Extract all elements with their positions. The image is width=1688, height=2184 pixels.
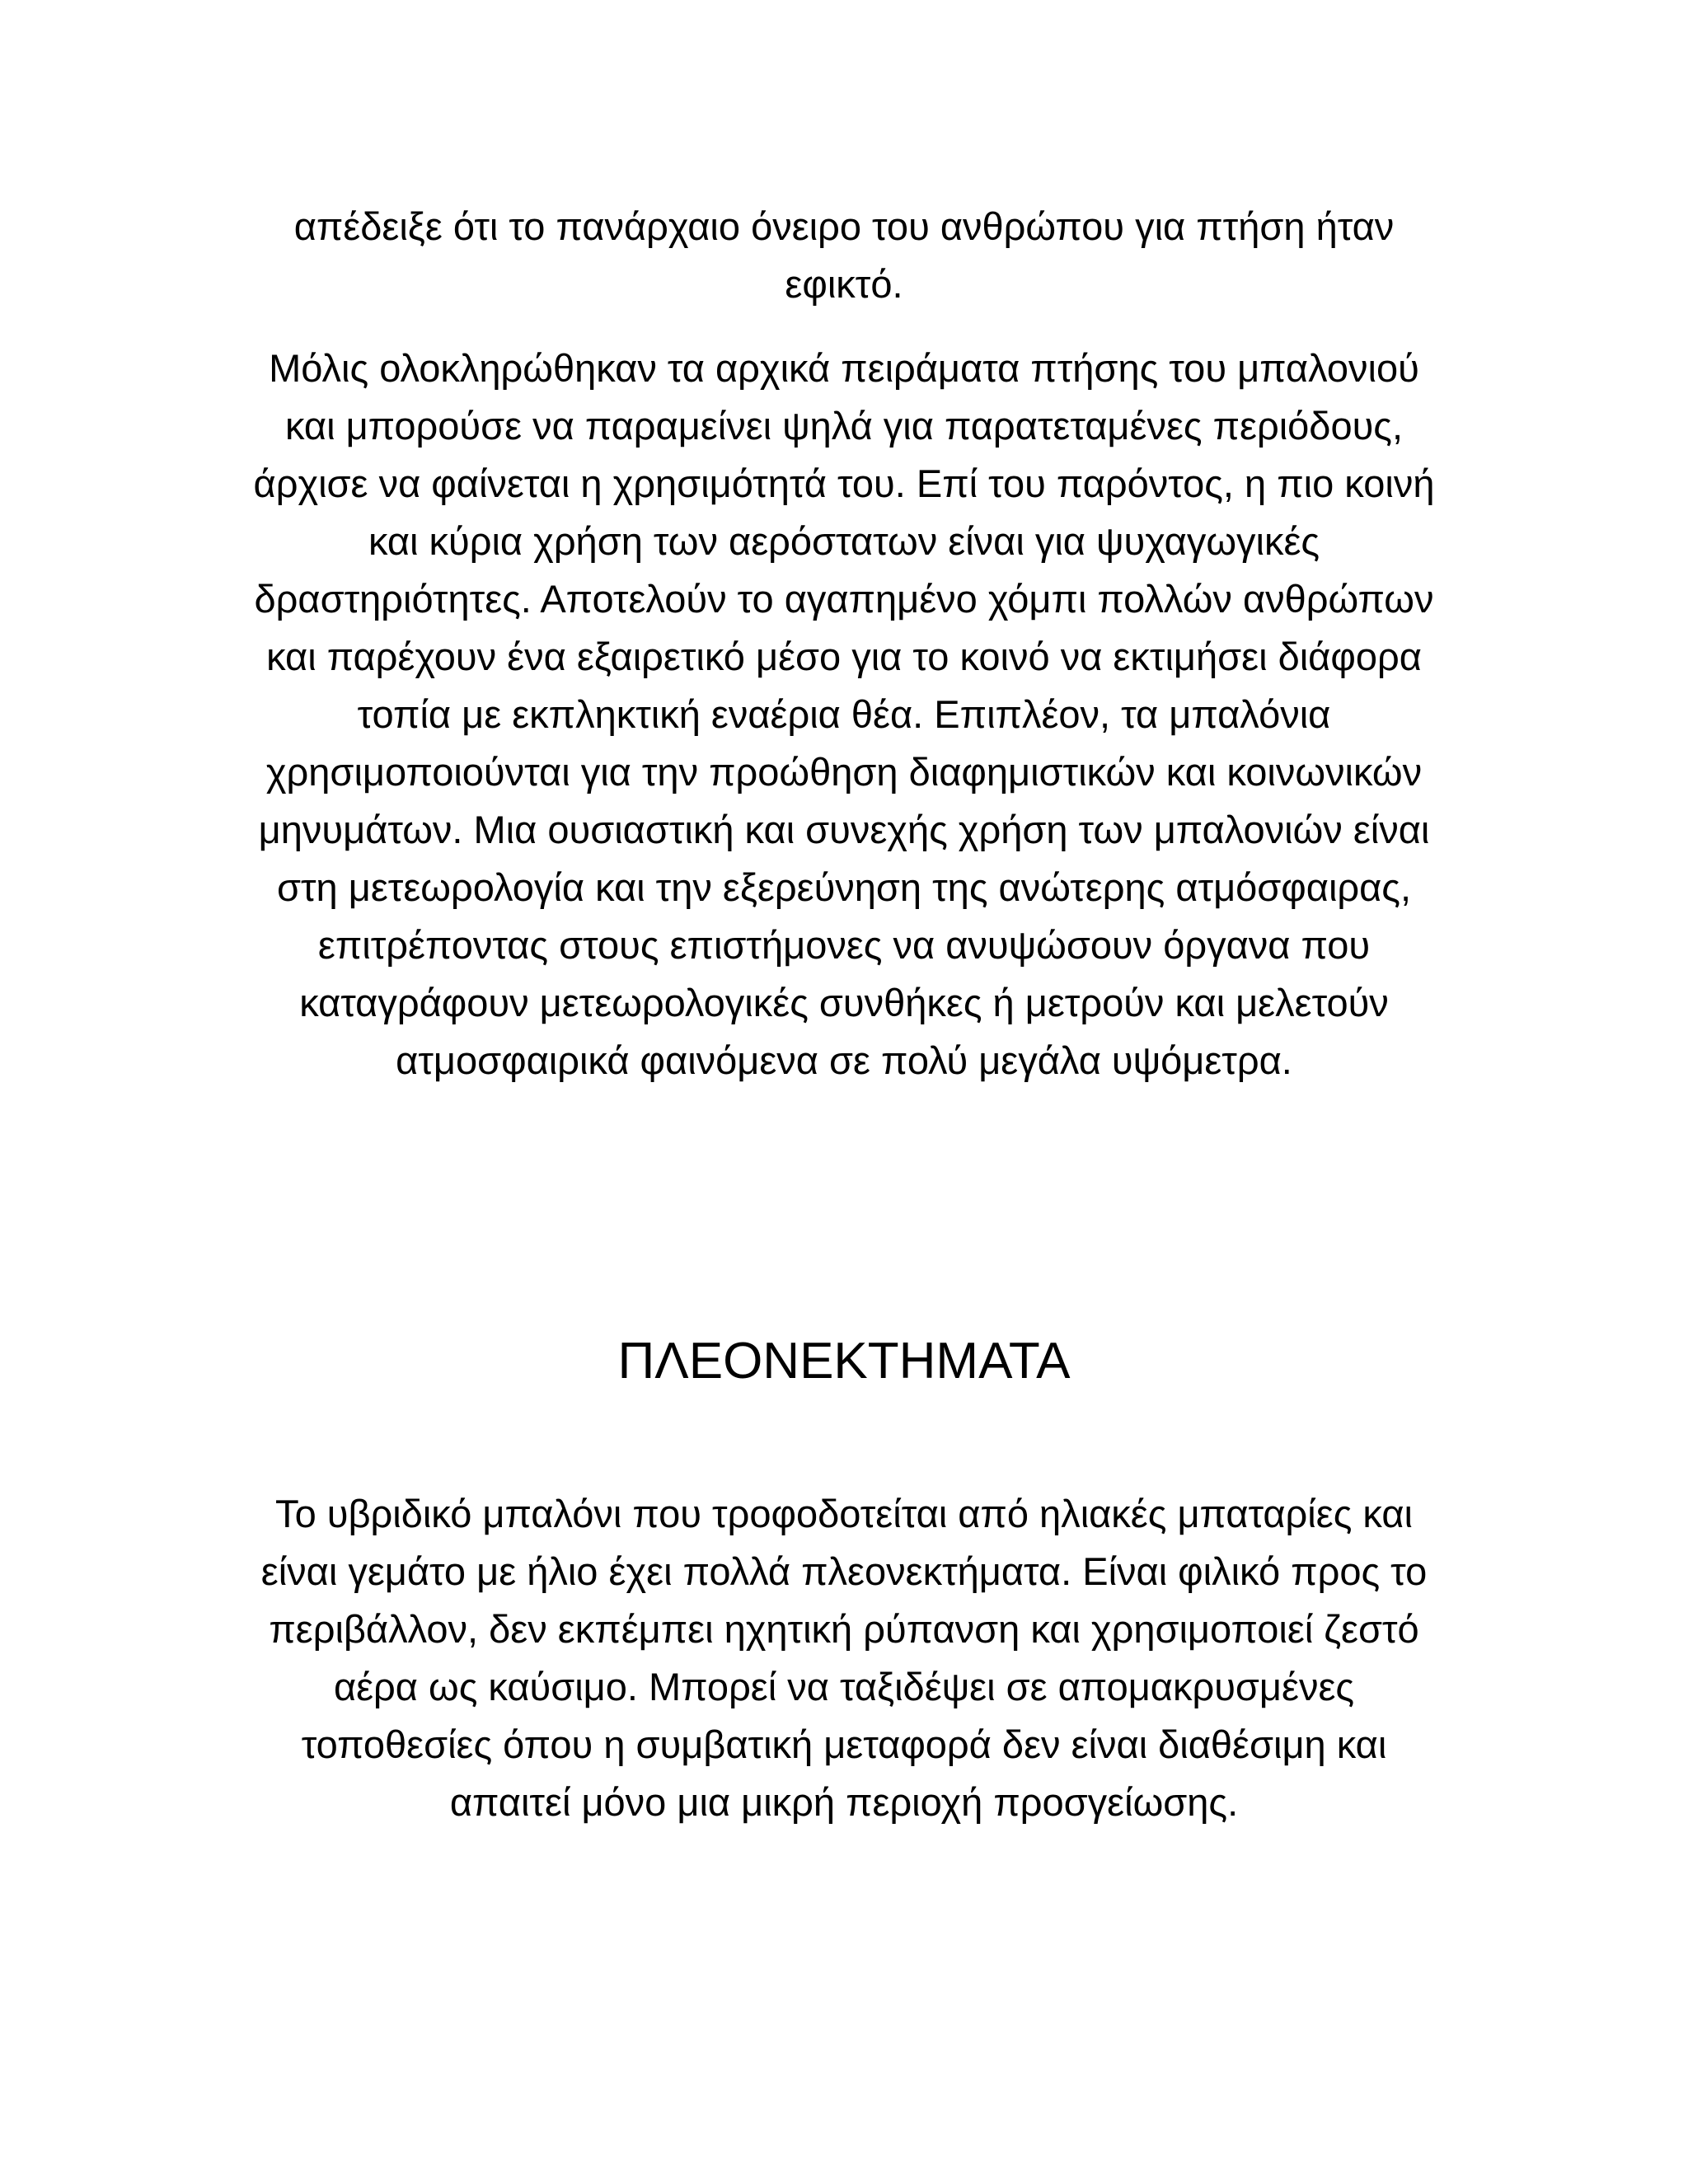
paragraph-line: στη μετεωρολογία και την εξερεύνηση της ανώτερης ατμόσφαιρας,: [276, 865, 1412, 909]
paragraph-line: τοπία με εκπληκτική εναέρια θέα. Επιπλέον, τα μπαλόνια: [357, 692, 1331, 736]
paragraph-line: και κύρια χρήση των αερόστατων είναι για ψυχαγωγικές: [368, 519, 1320, 563]
paragraph-line: είναι γεμάτο με ήλιο έχει πολλά πλεονεκτήματα. Είναι φιλικό προς το: [260, 1549, 1428, 1593]
paragraph-line: εφικτό.: [785, 262, 903, 306]
paragraph-line: επιτρέποντας στους επιστήμονες να ανυψώσουν όργανα που: [317, 923, 1371, 967]
paragraph-line: τοποθεσίες όπου η συμβατική μεταφορά δεν είναι διαθέσιμη και: [301, 1722, 1387, 1766]
advantages-heading: ΠΛΕΟΝΕΚΤΗΜΑΤΑ: [617, 1333, 1071, 1390]
paragraph-line: απέδειξε ότι το πανάρχαιο όνειρο του ανθρώπου για πτήση ήταν: [293, 204, 1395, 248]
uses-paragraph: [198, 340, 1490, 1090]
paragraph-line: χρησιμοποιούνται για την προώθηση διαφημιστικών και κοινωνικών: [265, 750, 1423, 794]
paragraph-line: Μόλις ολοκληρώθηκαν τα αρχικά πειράματα πτήσης του μπαλονιού: [269, 346, 1419, 390]
paragraph-line: άρχισε να φαίνεται η χρησιμότητά του. Επί του παρόντος, η πιο κοινή: [253, 462, 1435, 505]
paragraph-line: μηνυμάτων. Μια ουσιαστική και συνεχής χρήση των μπαλονιών είναι: [258, 808, 1430, 851]
paragraph-line: καταγράφουν μετεωρολογικές συνθήκες ή μετρούν και μελετούν: [299, 981, 1389, 1024]
paragraph-line: και μπορούσε να παραμείνει ψηλά για παρατεταμένες περιόδους,: [284, 404, 1404, 448]
paragraph-line: δραστηριότητες. Αποτελούν το αγαπημένο χόμπι πολλών ανθρώπων: [254, 577, 1434, 621]
paragraph-line: αέρα ως καύσιμο. Μπορεί να ταξιδέψει σε απομακρυσμένες: [333, 1665, 1355, 1708]
paragraph-line: ατμοσφαιρικά φαινόμενα σε πολύ μεγάλα υψόμετρα.: [396, 1038, 1292, 1082]
paragraph-line: απαιτεί μόνο μια μικρή περιοχή προσγείωσης.: [449, 1780, 1239, 1824]
paragraph-line: και παρέχουν ένα εξαιρετικό μέσο για το κοινό να εκτιμήσει διάφορα: [266, 635, 1422, 678]
paragraph-line: περιβάλλον, δεν εκπέμπει ηχητική ρύπανση και χρησιμοποιεί ζεστό: [269, 1607, 1419, 1651]
advantages-paragraph: [198, 1485, 1490, 1831]
continuation-paragraph: [198, 198, 1490, 313]
paragraph-line: Το υβριδικό μπαλόνι που τροφοδοτείται από ηλιακές μπαταρίες και: [275, 1492, 1413, 1535]
